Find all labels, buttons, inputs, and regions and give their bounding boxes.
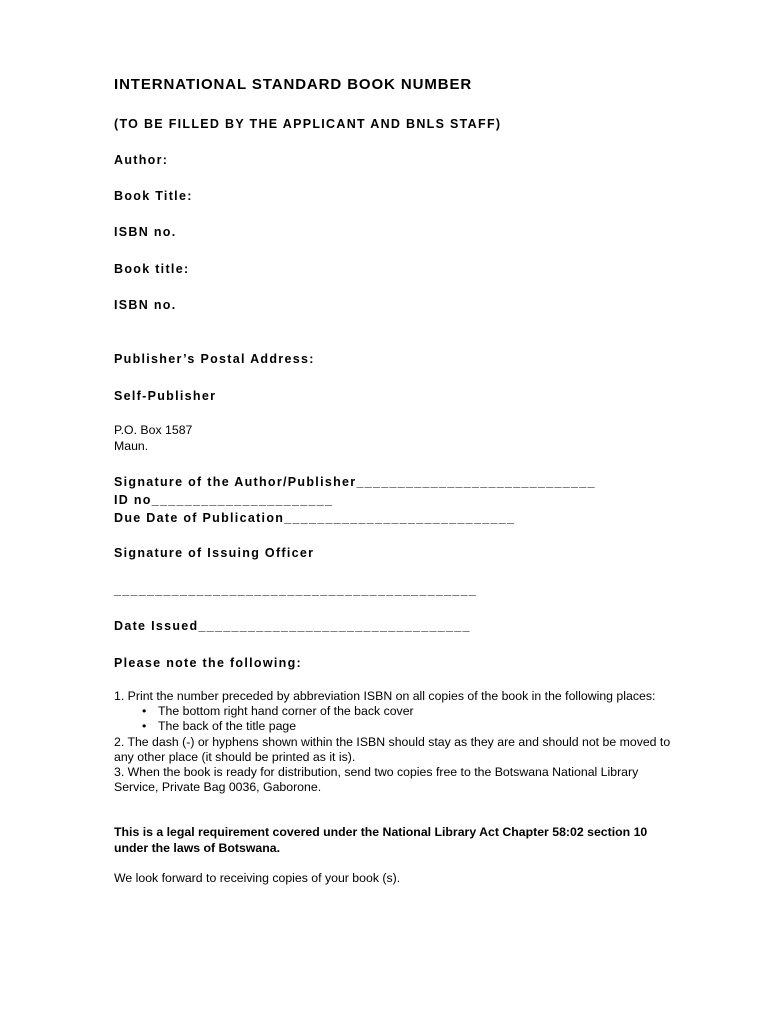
self-publisher-label: Self-Publisher (114, 389, 217, 403)
list-item: • The bottom right hand corner of the back cover (142, 704, 414, 719)
note-item-1: 1. Print the number preceded by abbreviation ISBN on all copies of the book in the following places: (114, 689, 656, 703)
book-title-field-label: Book Title: (114, 189, 193, 203)
address-line-1: P.O. Box 1587 (114, 423, 193, 437)
issuing-officer-signature-line: ____________________________________________ (114, 583, 478, 597)
note-bullets (114, 704, 674, 734)
notes-heading: Please note the following: (114, 656, 302, 670)
legal-requirement-notice: This is a legal requirement covered under the National Library Act Chapter 58:02 section 10 under the laws of Botswana. (114, 825, 648, 855)
address-line-2: Maun. (114, 438, 149, 453)
notes-list (114, 689, 674, 795)
signature-block (114, 473, 596, 527)
bullet-icon: • (142, 719, 147, 734)
isbn-field-label: ISBN no. (114, 225, 177, 239)
postal-address (114, 423, 192, 454)
due-date-line: Due Date of Publication____________________________ (114, 511, 516, 525)
bullet-icon: • (142, 704, 147, 719)
closing-statement: We look forward to receiving copies of your book (s). (114, 871, 401, 885)
document-title: INTERNATIONAL STANDARD BOOK NUMBER (114, 76, 473, 93)
author-signature-line: Signature of the Author/Publisher_____________________________ (114, 475, 596, 489)
note-item-3: 3. When the book is ready for distribution, send two copies free to the Botswana National Library Service, Private Bag 0036, Gaborone. (114, 765, 639, 795)
publisher-address-label: Publisher’s Postal Address: (114, 352, 315, 366)
issuing-officer-label: Signature of Issuing Officer (114, 546, 315, 560)
document-subtitle: (TO BE FILLED BY THE APPLICANT AND BNLS STAFF) (114, 117, 502, 131)
id-number-line: ID no______________________ (114, 493, 334, 507)
note-item-2: 2. The dash (-) or hyphens shown within the ISBN should stay as they are and should not be moved to any other place (it should be printed as it is). (114, 734, 671, 764)
book-title-field-label-2: Book title: (114, 262, 190, 276)
list-item: • The back of the title page (142, 719, 297, 734)
isbn-field-label-2: ISBN no. (114, 298, 177, 312)
date-issued-line: Date Issued_________________________________ (114, 619, 471, 633)
author-field-label: Author: (114, 153, 169, 167)
